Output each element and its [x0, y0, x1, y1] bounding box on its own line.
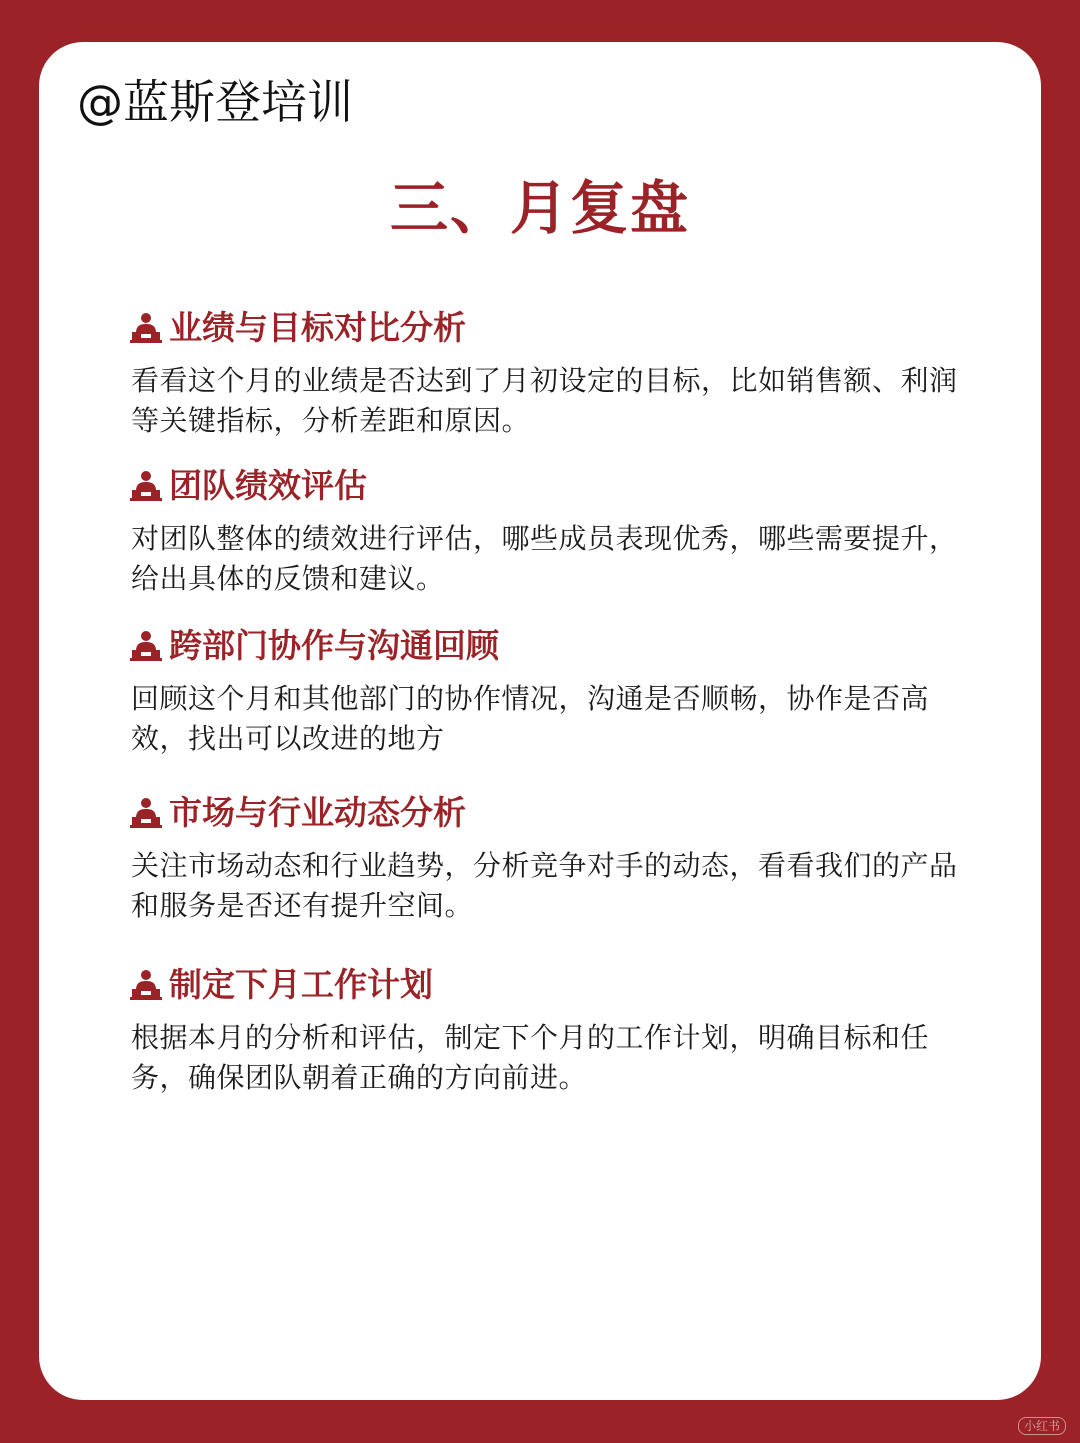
section-2	[129, 463, 979, 599]
presenter-icon	[129, 469, 163, 503]
presenter-icon	[129, 311, 163, 345]
section-5	[129, 962, 979, 1098]
account-handle: @蓝斯登培训	[77, 75, 353, 129]
section-1	[129, 305, 979, 441]
page-title: 三、月复盘	[389, 174, 690, 242]
content-card	[39, 42, 1041, 1400]
watermark: 小红书	[1018, 1417, 1066, 1435]
presenter-icon	[129, 796, 163, 830]
section-body: 根据本月的分析和评估，制定下个月的工作计划，明确目标和任务，确保团队朝着正确的方向前进。	[131, 1021, 930, 1094]
presenter-icon	[129, 629, 163, 663]
section-heading	[129, 962, 979, 1008]
section-body: 回顾这个月和其他部门的协作情况，沟通是否顺畅，协作是否高效，找出可以改进的地方	[131, 682, 930, 755]
section-body: 关注市场动态和行业趋势，分析竞争对手的动态，看看我们的产品和服务是否还有提升空间。	[131, 849, 958, 922]
section-4	[129, 790, 979, 926]
section-3	[129, 623, 979, 759]
presenter-icon	[129, 968, 163, 1002]
section-heading-text: 跨部门协作与沟通回顾	[169, 626, 499, 665]
section-heading	[129, 623, 979, 669]
section-heading	[129, 463, 979, 509]
section-heading-text: 业绩与目标对比分析	[169, 308, 466, 347]
section-heading	[129, 790, 979, 836]
section-heading-text: 团队绩效评估	[169, 466, 367, 505]
section-heading-text: 制定下月工作计划	[169, 965, 433, 1004]
section-heading-text: 市场与行业动态分析	[169, 793, 466, 832]
section-body: 看看这个月的业绩是否达到了月初设定的目标，比如销售额、利润等关键指标，分析差距和原因。	[131, 364, 958, 437]
section-heading	[129, 305, 979, 351]
section-body: 对团队整体的绩效进行评估，哪些成员表现优秀，哪些需要提升，给出具体的反馈和建议。	[131, 522, 958, 595]
